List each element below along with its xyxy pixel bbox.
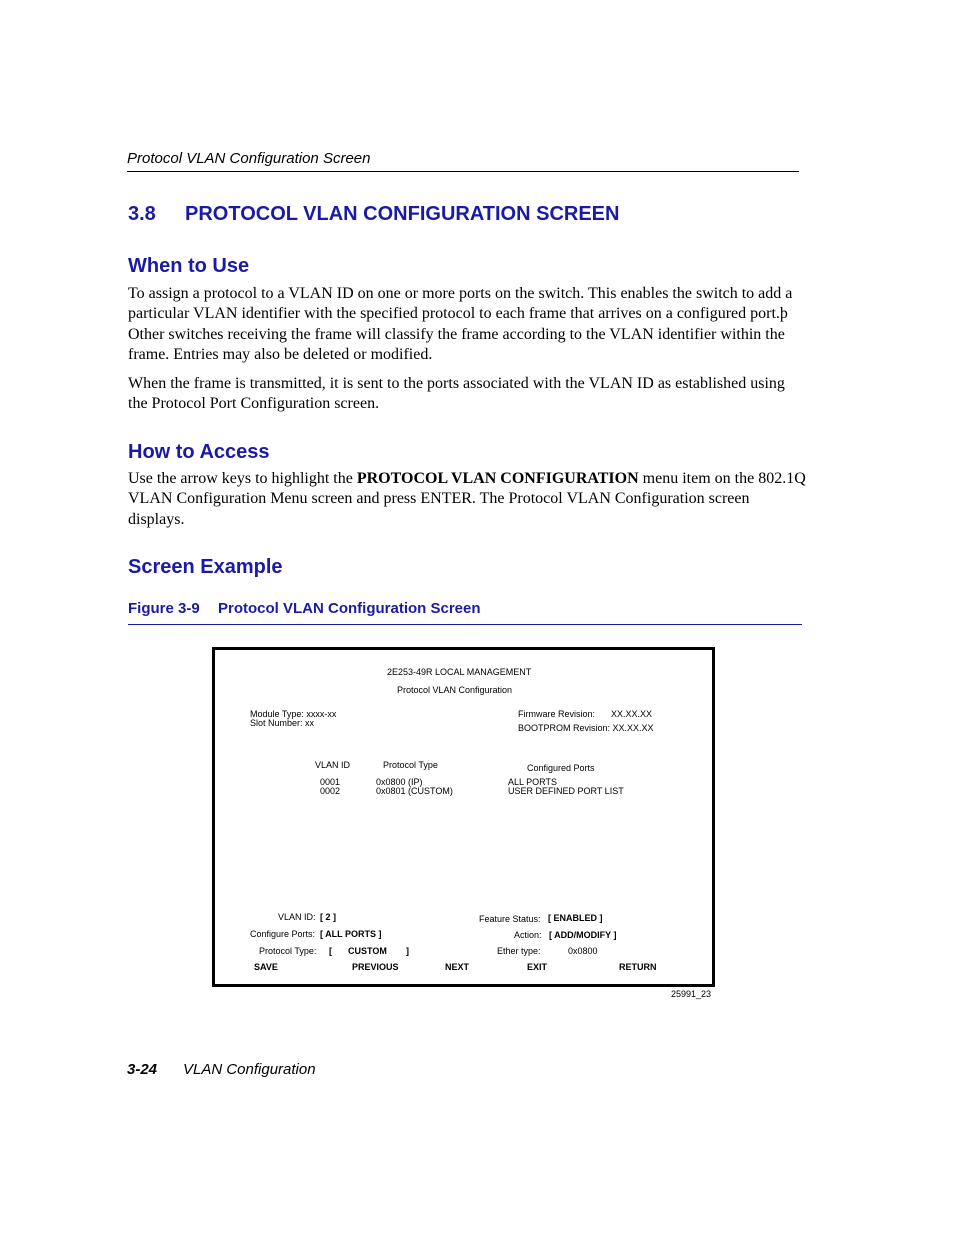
section-title-text: PROTOCOL VLAN CONFIGURATION SCREEN xyxy=(185,203,620,225)
firmware-label: Firmware Revision: xyxy=(518,709,596,719)
module-type: Module Type: xxxx-xx xyxy=(250,709,337,719)
protocol-type-bracket-open: [ xyxy=(329,946,332,956)
row-1-vlan-id[interactable]: 0001 xyxy=(320,777,341,787)
menu-item-name: PROTOCOL VLAN CONFIGURATION xyxy=(356,470,639,487)
vlan-id-label: VLAN ID: xyxy=(278,912,316,922)
feature-status-field[interactable]: [ ENABLED ] xyxy=(548,913,603,923)
figure-id-code: 25991_23 xyxy=(671,989,712,999)
figure-caption xyxy=(128,600,481,617)
slot-number: Slot Number: xx xyxy=(250,718,315,728)
figure-rule xyxy=(128,624,802,625)
footer-chapter-title: VLAN Configuration xyxy=(183,1061,316,1078)
figure-label: Figure 3-9 xyxy=(128,600,200,617)
feature-status-label: Feature Status: xyxy=(479,914,541,924)
firmware-value: XX.XX.XX xyxy=(611,709,653,719)
header-rule xyxy=(127,171,799,172)
how-to-access-text-after: menu item on the 802.1Q VLAN Configuration Menu screen and press ENTER. The Protocol VLAN Configuration screen displays. xyxy=(128,470,806,528)
save-command[interactable]: SAVE xyxy=(254,962,278,972)
return-command[interactable]: RETURN xyxy=(619,962,657,972)
ether-type-field[interactable]: 0x0800 xyxy=(568,946,598,956)
terminal-screen xyxy=(212,647,715,987)
row-1-protocol[interactable]: 0x0800 (IP) xyxy=(376,777,423,787)
row-2-ports[interactable]: USER DEFINED PORT LIST xyxy=(508,786,624,796)
when-to-use-heading: When to Use xyxy=(128,255,250,277)
row-1-ports[interactable]: ALL PORTS xyxy=(508,777,558,787)
how-to-access-paragraph xyxy=(128,469,808,530)
configure-ports-field[interactable]: [ ALL PORTS ] xyxy=(320,929,382,939)
screen-subtitle: Protocol VLAN Configuration xyxy=(397,685,513,695)
exit-command[interactable]: EXIT xyxy=(527,962,548,972)
bootprom-revision: BOOTPROM Revision: XX.XX.XX xyxy=(518,723,654,733)
previous-command[interactable]: PREVIOUS xyxy=(352,962,399,972)
protocol-type-field[interactable]: CUSTOM xyxy=(348,946,387,956)
figure-title: Protocol VLAN Configuration Screen xyxy=(218,600,481,617)
how-to-access-heading: How to Access xyxy=(128,441,270,463)
screen-example-heading: Screen Example xyxy=(128,556,283,578)
action-label: Action: xyxy=(514,930,542,940)
row-2-vlan-id[interactable]: 0002 xyxy=(320,786,341,796)
page-number: 3-24 xyxy=(127,1061,158,1078)
how-to-access-text-before: Use the arrow keys to highlight the xyxy=(128,470,357,487)
next-command[interactable]: NEXT xyxy=(445,962,470,972)
action-field[interactable]: [ ADD/MODIFY ] xyxy=(549,930,617,940)
configure-ports-label: Configure Ports: xyxy=(250,929,316,939)
column-header-vlan-id: VLAN ID xyxy=(315,760,351,770)
row-2-protocol[interactable]: 0x0801 (CUSTOM) xyxy=(376,786,453,796)
column-header-protocol-type: Protocol Type xyxy=(383,760,438,770)
column-header-configured-ports: Configured Ports xyxy=(527,763,595,773)
screen-title: 2E253-49R LOCAL MANAGEMENT xyxy=(387,667,532,677)
ether-type-label: Ether type: xyxy=(497,946,541,956)
running-header: Protocol VLAN Configuration Screen xyxy=(127,150,371,167)
section-title xyxy=(128,203,619,226)
when-to-use-paragraph-1: To assign a protocol to a VLAN ID on one or more ports on the switch. This enables the switch to add a particular VLAN identifier with the specified protocol to each frame that arrives on a configured port.þ Other switches receiving the frame will classify the frame according to the VLAN identifier within the frame. Entries may also be deleted or modified. xyxy=(128,285,793,363)
section-number: 3.8 xyxy=(128,203,156,225)
when-to-use-paragraph-2: When the frame is transmitted, it is sent to the ports associated with the VLAN ID as established using the Protocol Port Configuration screen. xyxy=(128,375,785,413)
protocol-type-label: Protocol Type: xyxy=(259,946,317,956)
protocol-type-bracket-close: ] xyxy=(406,946,409,956)
vlan-id-field[interactable]: [ 2 ] xyxy=(320,912,337,922)
